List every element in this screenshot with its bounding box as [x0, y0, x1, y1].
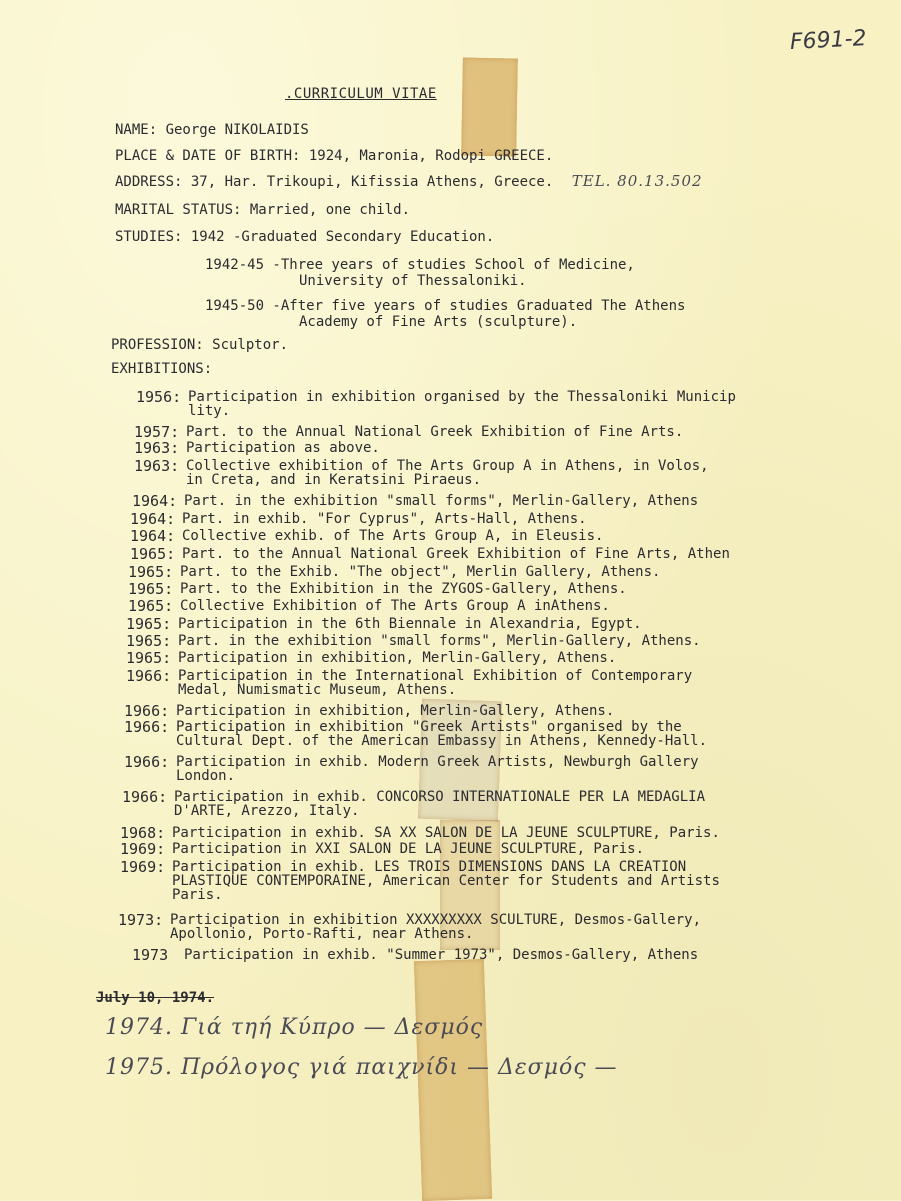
- exhibition-text: [188, 390, 736, 418]
- struck-date-line: July 10, 1974.: [96, 990, 215, 1006]
- exhibition-entry: [130, 547, 730, 562]
- studies-medicine-line-1: 1942-45 -Three years of studies School of Medicine,: [205, 257, 635, 273]
- exhibition-text-line: in Creta, and in Keratsini Piraeus.: [186, 472, 482, 488]
- exhibition-year: 1965:: [126, 632, 172, 650]
- exhibition-text-line: Part. to the Exhibition in the ZYGOS-Gallery, Athens.: [180, 581, 627, 597]
- exhibition-year: 1968:: [120, 824, 166, 842]
- exhibition-text: [184, 948, 698, 962]
- exhibition-year: 1956:: [136, 388, 182, 406]
- exhibition-text-line: Part. in the exhibition "small forms", Merlin-Gallery, Athens: [184, 493, 699, 509]
- exhibition-entry: [126, 669, 692, 697]
- exhibition-text-line: Collective exhibition of The Arts Group A in Athens, in Volos,: [186, 458, 709, 474]
- exhibition-entry: [126, 617, 642, 632]
- exhibition-text: [174, 790, 705, 818]
- exhibition-text-line: Part. to the Annual National Greek Exhibition of Fine Arts.: [186, 424, 684, 440]
- exhibition-text: [180, 565, 660, 579]
- exhibition-text-line: D'ARTE, Arezzo, Italy.: [174, 803, 360, 819]
- studies-fine-arts-line-1: 1945-50 -After five years of studies Graduated The Athens: [205, 298, 686, 314]
- exhibition-text: [186, 441, 380, 455]
- exhibition-entry: [128, 582, 627, 597]
- exhibition-year: 1957:: [134, 423, 180, 441]
- tape-strip-top: [461, 58, 518, 157]
- document-title: .CURRICULUM VITAE: [285, 86, 437, 102]
- exhibition-year: 1964:: [130, 510, 176, 528]
- exhibition-year: 1966:: [126, 667, 172, 685]
- exhibition-text-line: Participation in XXI SALON DE LA JEUNE SCULPTURE, Paris.: [172, 841, 645, 857]
- exhibition-entry: [134, 441, 380, 456]
- exhibition-entry: [124, 704, 614, 719]
- exhibition-text-line: Participation in exhib. LES TROIS DIMENSIONS DANS LA CREATION: [172, 859, 687, 875]
- exhibition-year: 1966:: [124, 753, 170, 771]
- exhibition-year: 1965:: [128, 563, 174, 581]
- exhibitions-label: EXHIBITIONS:: [111, 361, 213, 377]
- exhibition-year: 1966:: [122, 788, 168, 806]
- exhibition-text: [178, 651, 616, 665]
- exhibition-text: [178, 634, 701, 648]
- exhibition-year: 1966:: [124, 702, 170, 720]
- exhibition-year: 1969:: [120, 858, 166, 876]
- exhibition-year: 1973:: [118, 911, 164, 929]
- exhibition-text-line: Participation in exhib. "Summer 1973", Desmos-Gallery, Athens: [184, 947, 699, 963]
- exhibition-text: [182, 547, 730, 561]
- handwritten-entry-1974: 1974. Γιά τηή Κύπρο — Δεσμός: [105, 1015, 484, 1040]
- exhibition-text-line: Part. to the Exhib. "The object", Merlin Gallery, Athens.: [180, 564, 661, 580]
- exhibition-entry: [128, 565, 660, 580]
- exhibition-year: 1965:: [130, 545, 176, 563]
- exhibition-year: 1965:: [128, 597, 174, 615]
- exhibition-text-line: Cultural Dept. of the American Embassy in Athens, Kennedy-Hall.: [176, 733, 708, 749]
- studies-line: STUDIES: 1942 -Graduated Secondary Education.: [115, 229, 495, 245]
- exhibition-text-line: Participation in the 6th Biennale in Alexandria, Egypt.: [178, 616, 642, 632]
- exhibition-year: 1963:: [134, 439, 180, 457]
- exhibition-text-line: Participation in exhib. SA XX SALON DE LA JEUNE SCULPTURE, Paris.: [172, 825, 720, 841]
- exhibition-text: [172, 860, 720, 902]
- exhibition-text-line: Collective Exhibition of The Arts Group A inAthens.: [180, 598, 610, 614]
- exhibition-entry: [118, 913, 701, 941]
- exhibition-text: [182, 529, 603, 543]
- exhibition-entry: [126, 651, 616, 666]
- exhibition-entry: [124, 720, 707, 748]
- exhibition-year: 1965:: [126, 615, 172, 633]
- tel-handwritten: TEL. 80.13.502: [571, 172, 703, 190]
- exhibition-text-line: Participation in exhibition organised by the Thessaloniki Municip: [188, 389, 736, 405]
- exhibition-text-line: Participation in exhibition, Merlin-Gallery, Athens.: [176, 703, 615, 719]
- marital-line: MARITAL STATUS: Married, one child.: [115, 202, 411, 218]
- exhibition-text: [176, 720, 707, 748]
- exhibition-text-line: Part. in the exhibition "small forms", Merlin-Gallery, Athens.: [178, 633, 701, 649]
- exhibition-entry: [130, 529, 603, 544]
- exhibition-text: [180, 582, 627, 596]
- exhibition-entry: [132, 494, 698, 509]
- exhibition-entry: [120, 842, 644, 857]
- exhibition-text-line: Apollonio, Porto-Rafti, near Athens.: [170, 926, 474, 942]
- birth-line: PLACE & DATE OF BIRTH: 1924, Maronia, Rodopi GREECE.: [115, 148, 554, 164]
- exhibition-entry: [124, 755, 699, 783]
- exhibition-year: 1964:: [130, 527, 176, 545]
- exhibition-text-line: Part. to the Annual National Greek Exhibition of Fine Arts, Athen: [182, 546, 730, 562]
- exhibition-text-line: Participation in exhibition "Greek Artists" organised by the: [176, 719, 682, 735]
- exhibition-entry: [130, 512, 587, 527]
- exhibition-text: [186, 459, 709, 487]
- exhibition-entry: [122, 790, 705, 818]
- address-line: [115, 173, 703, 190]
- exhibition-text-line: Paris.: [172, 887, 223, 903]
- exhibition-entry: [120, 826, 720, 841]
- exhibition-text: [178, 617, 642, 631]
- exhibition-text-line: Participation in the International Exhibition of Contemporary: [178, 668, 693, 684]
- exhibition-text: [184, 494, 698, 508]
- exhibition-text-line: Participation in exhib. Modern Greek Artists, Newburgh Gallery: [176, 754, 699, 770]
- handwritten-entry-1975: 1975. Πρόλογος γιά παιχνίδι — Δεσμός —: [105, 1055, 618, 1080]
- exhibition-entry: [120, 860, 720, 902]
- exhibition-text-line: PLASTIQUE CONTEMPORAINE, American Center for Students and Artists: [172, 873, 720, 889]
- exhibition-text-line: Participation as above.: [186, 440, 380, 456]
- address-text: ADDRESS: 37, Har. Trikoupi, Kifissia Athens, Greece.: [115, 174, 554, 190]
- exhibition-year: 1965:: [126, 649, 172, 667]
- exhibition-text: [172, 842, 644, 856]
- exhibition-entry: [134, 459, 709, 487]
- profession-line: PROFESSION: Sculptor.: [111, 337, 289, 353]
- exhibition-text-line: Collective exhib. of The Arts Group A, in Eleusis.: [182, 528, 604, 544]
- exhibition-year: 1969:: [120, 840, 166, 858]
- exhibition-text: [182, 512, 587, 526]
- file-number: F691-2: [789, 26, 868, 55]
- exhibition-entry: [134, 425, 683, 440]
- exhibition-text-line: lity.: [188, 403, 231, 419]
- exhibition-entry: [136, 390, 736, 418]
- exhibition-text-line: Participation in exhib. CONCORSO INTERNATIONALE PER LA MEDAGLIA: [174, 789, 706, 805]
- exhibition-text: [180, 599, 610, 613]
- exhibition-text-line: London.: [176, 768, 236, 784]
- exhibition-year: 1965:: [128, 580, 174, 598]
- exhibition-text: [170, 913, 701, 941]
- exhibition-year: 1963:: [134, 457, 180, 475]
- studies-fine-arts-line-2: Academy of Fine Arts (sculpture).: [299, 314, 578, 330]
- exhibition-text: [176, 704, 614, 718]
- exhibition-text-line: Participation in exhibition, Merlin-Gallery, Athens.: [178, 650, 617, 666]
- exhibition-entry: [132, 948, 698, 963]
- exhibition-entry: [128, 599, 610, 614]
- exhibition-text-line: Participation in exhibition XXXXXXXXX SCULTURE, Desmos-Gallery,: [170, 912, 702, 928]
- exhibition-text: [176, 755, 699, 783]
- exhibition-entry: [126, 634, 701, 649]
- exhibition-text: [178, 669, 692, 697]
- exhibition-year: 1973: [132, 946, 169, 964]
- exhibition-text-line: Part. in exhib. "For Cyprus", Arts-Hall, Athens.: [182, 511, 587, 527]
- exhibition-text: [172, 826, 720, 840]
- exhibition-year: 1964:: [132, 492, 178, 510]
- name-line: NAME: George NIKOLAIDIS: [115, 122, 309, 138]
- studies-medicine-line-2: University of Thessaloniki.: [299, 273, 527, 289]
- exhibition-text-line: Medal, Numismatic Museum, Athens.: [178, 682, 457, 698]
- exhibition-text: [186, 425, 683, 439]
- exhibition-year: 1966:: [124, 718, 170, 736]
